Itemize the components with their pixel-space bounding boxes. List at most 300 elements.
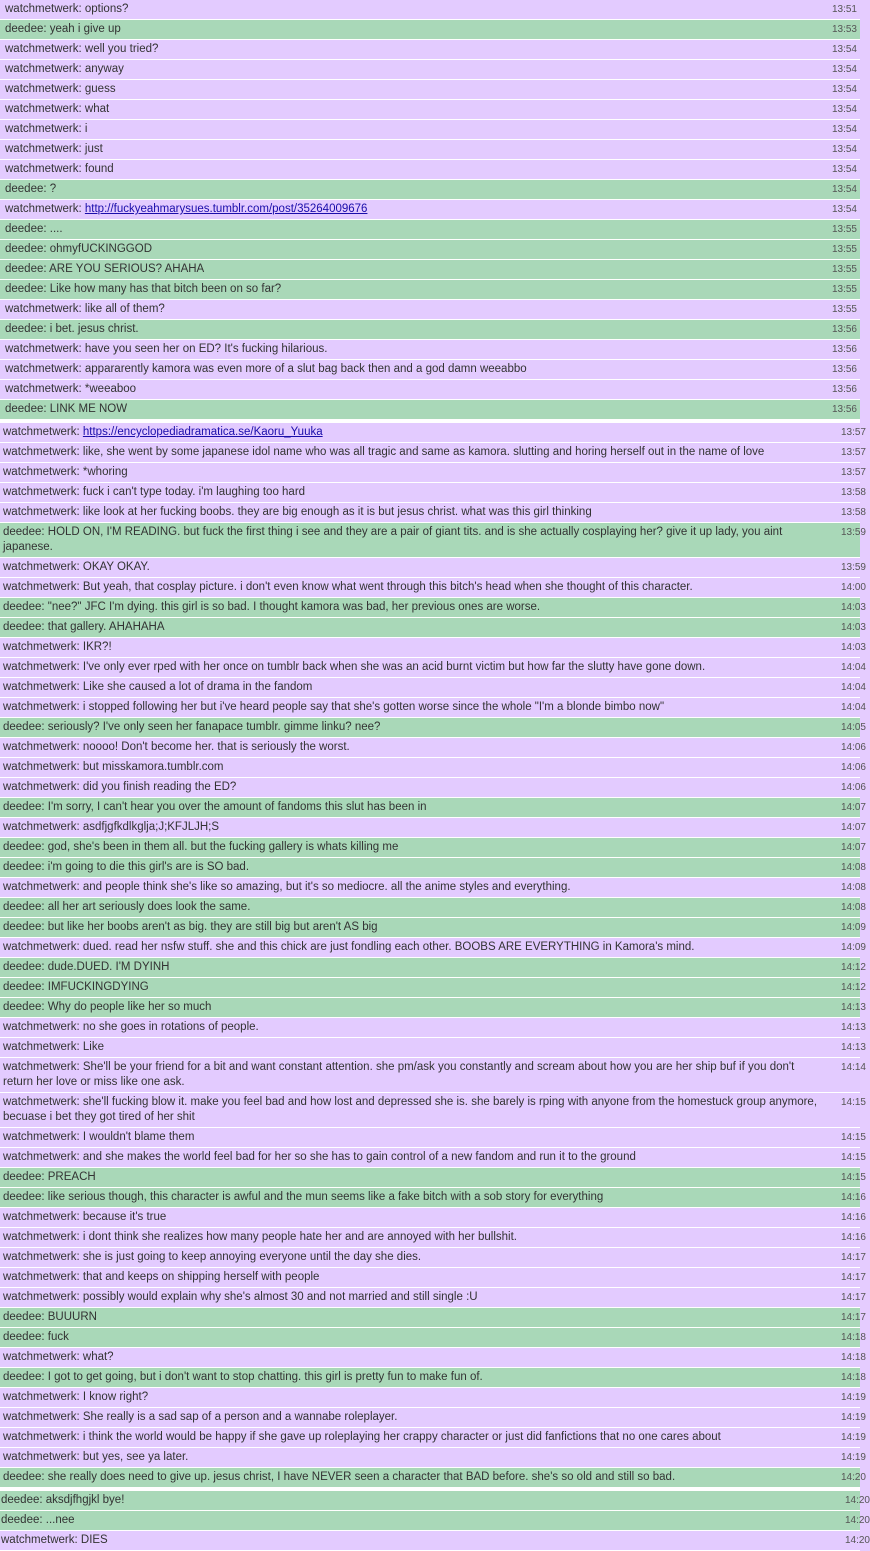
message-body: watchmetwerk: like, she went by some japanese idol name who was all tragic and same as kamora. slutting and horing herself out in the name of love bbox=[3, 446, 765, 458]
message-text: i stopped following her but i've heard people say that she's gotten worse since the whole "I'm a blonde bimbo now" bbox=[82, 701, 665, 713]
message-text: did you finish reading the ED? bbox=[82, 781, 237, 793]
message-body: watchmetwerk: She'll be your friend for a bit and want constant attention. she pm/ask you constantly and scream about how you are her ship buf if you don't return her love or miss like one ask. bbox=[3, 1061, 795, 1088]
chat-message bbox=[0, 443, 866, 463]
message-body: watchmetwerk: have you seen her on ED? It's fucking hilarious. bbox=[5, 343, 328, 355]
chat-message bbox=[0, 1531, 870, 1551]
message-text: found bbox=[84, 163, 114, 175]
message-body: watchmetwerk: like all of them? bbox=[5, 303, 165, 315]
message-text: IMFUCKINGDYING bbox=[47, 981, 149, 993]
message-text: HOLD ON, I'M READING. but fuck the first thing i see and they are a pair of giant tits. and is she actually cosplaying her? give it up lady, you aint japanese. bbox=[3, 526, 783, 553]
message-link[interactable]: http://fuckyeahmarysues.tumblr.com/post/35264009676 bbox=[84, 203, 368, 215]
message-body: watchmetwerk: anyway bbox=[5, 63, 124, 75]
message-timestamp: 14:20 bbox=[840, 1472, 866, 1483]
message-body: watchmetwerk: i dont think she realizes how many people hate her and are annoyed with her bullshit. bbox=[3, 1231, 517, 1243]
message-body: watchmetwerk: *weeaboo bbox=[5, 383, 137, 395]
message-text: i bet. jesus christ. bbox=[49, 323, 139, 335]
message-body: deedee: yeah i give up bbox=[5, 23, 121, 35]
message-text: fuck bbox=[47, 1331, 69, 1343]
chat-message bbox=[0, 598, 866, 618]
message-body: deedee: LINK ME NOW bbox=[5, 403, 128, 415]
message-text: she is just going to keep annoying everyone until the day she dies. bbox=[82, 1251, 422, 1263]
message-timestamp: 14:18 bbox=[840, 1332, 866, 1343]
message-timestamp: 13:54 bbox=[831, 184, 857, 195]
message-timestamp: 14:18 bbox=[840, 1372, 866, 1383]
chat-message bbox=[0, 503, 866, 523]
message-timestamp: 14:19 bbox=[840, 1412, 866, 1423]
message-timestamp: 14:03 bbox=[840, 622, 866, 633]
message-sender: watchmetwerk bbox=[5, 83, 79, 95]
chat-message bbox=[0, 160, 860, 180]
message-timestamp: 14:08 bbox=[840, 862, 866, 873]
message-sender: watchmetwerk bbox=[3, 1291, 77, 1303]
message-text: I got to get going, but i don't want to stop chatting. this girl is pretty fun to make fun of. bbox=[47, 1371, 483, 1383]
chat-message bbox=[0, 463, 866, 483]
message-timestamp: 13:56 bbox=[831, 344, 857, 355]
message-timestamp: 13:55 bbox=[831, 264, 857, 275]
message-sender: deedee bbox=[3, 526, 42, 538]
message-text: fuck i can't type today. i'm laughing too hard bbox=[82, 486, 306, 498]
chat-message bbox=[0, 918, 866, 938]
message-sender: deedee bbox=[3, 981, 42, 993]
chat-message bbox=[0, 1168, 866, 1188]
message-timestamp: 14:15 bbox=[840, 1152, 866, 1163]
message-text: Like how many has that bitch been on so far? bbox=[49, 283, 282, 295]
message-timestamp: 14:17 bbox=[840, 1272, 866, 1283]
message-sender: watchmetwerk bbox=[3, 1431, 77, 1443]
message-sender: watchmetwerk bbox=[3, 1391, 77, 1403]
message-body: deedee: i bet. jesus christ. bbox=[5, 323, 139, 335]
message-body: deedee: .... bbox=[5, 223, 63, 235]
message-body: watchmetwerk: I know right? bbox=[3, 1391, 149, 1403]
message-timestamp: 14:06 bbox=[840, 742, 866, 753]
message-body: watchmetwerk: fuck i can't type today. i'm laughing too hard bbox=[3, 486, 306, 498]
message-text: I'm sorry, I can't hear you over the amount of fandoms this slut has been in bbox=[47, 801, 427, 813]
message-sender: watchmetwerk bbox=[3, 1411, 77, 1423]
message-sender: watchmetwerk bbox=[5, 3, 79, 15]
message-timestamp: 14:06 bbox=[840, 762, 866, 773]
chat-message bbox=[0, 180, 860, 200]
message-sender: deedee bbox=[1, 1514, 40, 1526]
message-body: deedee: I got to get going, but i don't want to stop chatting. this girl is pretty fun to make fun of. bbox=[3, 1371, 483, 1383]
message-timestamp: 13:56 bbox=[831, 404, 857, 415]
message-body: watchmetwerk: Like bbox=[3, 1041, 104, 1053]
message-body: watchmetwerk: i stopped following her but i've heard people say that she's gotten worse since the whole "I'm a blonde bimbo now" bbox=[3, 701, 665, 713]
message-body: watchmetwerk: but yes, see ya later. bbox=[3, 1451, 189, 1463]
message-timestamp: 13:56 bbox=[831, 364, 857, 375]
message-sender: watchmetwerk bbox=[3, 941, 77, 953]
chat-message bbox=[0, 1511, 870, 1531]
message-timestamp: 14:07 bbox=[840, 842, 866, 853]
message-sender: deedee bbox=[3, 921, 42, 933]
message-sender: watchmetwerk bbox=[3, 1251, 77, 1263]
message-sender: watchmetwerk bbox=[3, 1351, 77, 1363]
message-text: Why do people like her so much bbox=[47, 1001, 212, 1013]
chat-message bbox=[0, 280, 860, 300]
message-text: like all of them? bbox=[84, 303, 165, 315]
message-text: I've only ever rped with her once on tumblr back when she was an acid burnt victim but how far the slutty have gone down. bbox=[82, 661, 706, 673]
chat-message bbox=[0, 938, 866, 958]
message-text: seriously? I've only seen her fanapace tumblr. gimme linku? nee? bbox=[47, 721, 381, 733]
message-body: watchmetwerk: I've only ever rped with her once on tumblr back when she was an acid burnt victim but how far the slutty have gone down. bbox=[3, 661, 706, 673]
message-sender: deedee bbox=[3, 1171, 42, 1183]
message-sender: watchmetwerk bbox=[5, 203, 79, 215]
message-timestamp: 14:13 bbox=[840, 1042, 866, 1053]
message-body: watchmetwerk: dued. read her nsfw stuff. she and this chick are just fondling each other. BOOBS ARE EVERYTHING in Kamora's mind. bbox=[3, 941, 695, 953]
message-sender: deedee bbox=[3, 1001, 42, 1013]
chat-message bbox=[0, 998, 866, 1018]
message-timestamp: 13:58 bbox=[840, 487, 866, 498]
chat-message bbox=[0, 220, 860, 240]
message-text: guess bbox=[84, 83, 116, 95]
chat-message bbox=[0, 638, 866, 658]
chat-message bbox=[0, 798, 866, 818]
message-body: deedee: Why do people like her so much bbox=[3, 1001, 212, 1013]
message-text: Like she caused a lot of drama in the fandom bbox=[82, 681, 313, 693]
message-sender: watchmetwerk bbox=[3, 681, 77, 693]
message-sender: watchmetwerk bbox=[3, 641, 77, 653]
chat-message bbox=[0, 1093, 866, 1128]
message-body: watchmetwerk: options? bbox=[5, 3, 129, 15]
message-timestamp: 13:54 bbox=[831, 44, 857, 55]
message-timestamp: 13:54 bbox=[831, 84, 857, 95]
message-timestamp: 13:59 bbox=[840, 562, 866, 573]
message-text: LINK ME NOW bbox=[49, 403, 128, 415]
message-sender: deedee bbox=[3, 961, 42, 973]
chat-message bbox=[0, 1408, 866, 1428]
message-text: options? bbox=[84, 3, 129, 15]
message-sender: watchmetwerk bbox=[3, 781, 77, 793]
message-sender: watchmetwerk bbox=[5, 63, 79, 75]
message-timestamp: 13:54 bbox=[831, 144, 857, 155]
message-sender: watchmetwerk bbox=[3, 1021, 77, 1033]
chat-message bbox=[0, 1348, 866, 1368]
message-timestamp: 14:16 bbox=[840, 1232, 866, 1243]
message-text: ...nee bbox=[45, 1514, 75, 1526]
message-timestamp: 14:20 bbox=[844, 1535, 870, 1546]
chat-message bbox=[0, 858, 866, 878]
message-text: ARE YOU SERIOUS? AHAHA bbox=[49, 263, 205, 275]
chat-message bbox=[0, 1148, 866, 1168]
chat-message bbox=[0, 738, 866, 758]
message-sender: deedee bbox=[3, 1371, 42, 1383]
chat-message bbox=[0, 140, 860, 160]
message-timestamp: 13:54 bbox=[831, 124, 857, 135]
message-body: watchmetwerk: like look at her fucking boobs. they are big enough as it is but jesus christ. what was this girl thinking bbox=[3, 506, 592, 518]
message-sender: deedee bbox=[5, 403, 44, 415]
message-body: deedee: I'm sorry, I can't hear you over the amount of fandoms this slut has been in bbox=[3, 801, 427, 813]
message-sender: deedee bbox=[5, 183, 44, 195]
message-sender: watchmetwerk bbox=[5, 383, 79, 395]
message-timestamp: 13:56 bbox=[831, 324, 857, 335]
message-sender: watchmetwerk bbox=[3, 881, 77, 893]
message-timestamp: 13:57 bbox=[840, 447, 866, 458]
message-body: watchmetwerk: and people think she's like so amazing, but it's so mediocre. all the anime styles and everything. bbox=[3, 881, 571, 893]
message-body: deedee: aksdjfhgjkl bye! bbox=[1, 1494, 125, 1506]
message-text: possibly would explain why she's almost 30 and not married and still single :U bbox=[82, 1291, 478, 1303]
chat-message bbox=[0, 838, 866, 858]
chat-message bbox=[0, 1248, 866, 1268]
message-timestamp: 14:14 bbox=[840, 1062, 866, 1073]
message-timestamp: 13:55 bbox=[831, 284, 857, 295]
message-timestamp: 14:19 bbox=[840, 1392, 866, 1403]
message-timestamp: 13:59 bbox=[840, 527, 866, 538]
message-body: watchmetwerk: that and keeps on shipping herself with people bbox=[3, 1271, 320, 1283]
message-text: but yes, see ya later. bbox=[82, 1451, 189, 1463]
message-body: watchmetwerk: guess bbox=[5, 83, 116, 95]
message-sender: deedee bbox=[3, 841, 42, 853]
message-sender: watchmetwerk bbox=[5, 123, 79, 135]
message-sender: deedee bbox=[5, 23, 44, 35]
chat-message bbox=[0, 758, 866, 778]
message-sender: watchmetwerk bbox=[5, 103, 79, 115]
message-sender: watchmetwerk bbox=[3, 1096, 77, 1108]
message-timestamp: 14:18 bbox=[840, 1352, 866, 1363]
message-timestamp: 13:54 bbox=[831, 164, 857, 175]
message-body: watchmetwerk: https://encyclopediadramatica.se/Kaoru_Yuuka bbox=[3, 426, 323, 438]
message-text: PREACH bbox=[47, 1171, 96, 1183]
message-text: and she makes the world feel bad for her so she has to gain control of a new fandom and run it to the ground bbox=[82, 1151, 636, 1163]
message-timestamp: 14:19 bbox=[840, 1452, 866, 1463]
chat-message bbox=[0, 1038, 866, 1058]
message-body: watchmetwerk: *whoring bbox=[3, 466, 128, 478]
chat-message bbox=[0, 0, 860, 20]
chat-message bbox=[0, 1491, 870, 1511]
chat-message bbox=[0, 1288, 866, 1308]
chat-message bbox=[0, 1328, 866, 1348]
message-body: watchmetwerk: asdfjgfkdlkglja;J;KFJLJH;S bbox=[3, 821, 220, 833]
message-sender: watchmetwerk bbox=[5, 303, 79, 315]
message-text: .... bbox=[49, 223, 63, 235]
message-body: watchmetwerk: OKAY OKAY. bbox=[3, 561, 150, 573]
message-sender: watchmetwerk bbox=[3, 1451, 77, 1463]
message-sender: deedee bbox=[5, 223, 44, 235]
chat-message bbox=[0, 100, 860, 120]
message-body: watchmetwerk: did you finish reading the ED? bbox=[3, 781, 237, 793]
chat-message bbox=[0, 778, 866, 798]
message-sender: watchmetwerk bbox=[3, 741, 77, 753]
chat-message bbox=[0, 898, 866, 918]
chat-message bbox=[0, 20, 860, 40]
message-sender: deedee bbox=[1, 1494, 40, 1506]
chat-message bbox=[0, 1468, 866, 1488]
message-text: dude.DUED. I'M DYINH bbox=[47, 961, 170, 973]
message-body: watchmetwerk: i think the world would be happy if she gave up roleplaying her crappy character or just did fanfictions that no one cares about bbox=[3, 1431, 721, 1443]
message-body: watchmetwerk: just bbox=[5, 143, 103, 155]
chat-message bbox=[0, 1188, 866, 1208]
chat-message bbox=[0, 698, 866, 718]
message-timestamp: 14:03 bbox=[840, 642, 866, 653]
message-timestamp: 13:55 bbox=[831, 244, 857, 255]
message-body: watchmetwerk: Like she caused a lot of drama in the fandom bbox=[3, 681, 313, 693]
message-timestamp: 14:17 bbox=[840, 1292, 866, 1303]
message-text: i think the world would be happy if she gave up roleplaying her crappy character or just did fanfictions that no one cares about bbox=[82, 1431, 721, 1443]
message-timestamp: 13:53 bbox=[831, 24, 857, 35]
message-sender: deedee bbox=[3, 861, 42, 873]
message-sender: deedee bbox=[3, 721, 42, 733]
chat-message bbox=[0, 523, 866, 558]
message-timestamp: 14:16 bbox=[840, 1212, 866, 1223]
chat-message bbox=[0, 818, 866, 838]
message-text: well you tried? bbox=[84, 43, 159, 55]
message-timestamp: 14:06 bbox=[840, 782, 866, 793]
chat-message bbox=[0, 240, 860, 260]
message-body: watchmetwerk: appararently kamora was even more of a slut bag back then and a god damn weeabbo bbox=[5, 363, 527, 375]
message-text: no she goes in rotations of people. bbox=[82, 1021, 259, 1033]
message-sender: watchmetwerk bbox=[5, 163, 79, 175]
message-text: DIES bbox=[80, 1534, 108, 1546]
chat-message bbox=[0, 1268, 866, 1288]
message-timestamp: 13:57 bbox=[840, 427, 866, 438]
chat-message bbox=[0, 320, 860, 340]
message-body: deedee: ohmyfUCKINGGOD bbox=[5, 243, 153, 255]
message-text: what bbox=[84, 103, 110, 115]
message-text: She really is a sad sap of a person and a wannabe roleplayer. bbox=[82, 1411, 398, 1423]
message-body: deedee: "nee?" JFC I'm dying. this girl is so bad. I thought kamora was bad, her previous ones are worse. bbox=[3, 601, 541, 613]
message-sender: watchmetwerk bbox=[3, 1151, 77, 1163]
message-timestamp: 14:17 bbox=[840, 1312, 866, 1323]
message-sender: watchmetwerk bbox=[3, 1061, 77, 1073]
chat-message bbox=[0, 200, 860, 220]
message-body: deedee: like serious though, this character is awful and the mun seems like a fake bitch with a sob story for everything bbox=[3, 1191, 604, 1203]
message-timestamp: 14:09 bbox=[840, 942, 866, 953]
message-sender: deedee bbox=[3, 901, 42, 913]
message-timestamp: 14:15 bbox=[840, 1132, 866, 1143]
message-sender: deedee bbox=[5, 323, 44, 335]
message-sender: deedee bbox=[3, 1311, 42, 1323]
chat-message bbox=[0, 1428, 866, 1448]
message-body: deedee: ARE YOU SERIOUS? AHAHA bbox=[5, 263, 205, 275]
message-body: watchmetwerk: I wouldn't blame them bbox=[3, 1131, 195, 1143]
chat-message bbox=[0, 300, 860, 320]
chat-message bbox=[0, 340, 860, 360]
message-sender: watchmetwerk bbox=[3, 446, 77, 458]
message-sender: watchmetwerk bbox=[3, 821, 77, 833]
message-text: ? bbox=[49, 183, 57, 195]
message-body: watchmetwerk: and she makes the world feel bad for her so she has to gain control of a new fandom and run it to the ground bbox=[3, 1151, 636, 1163]
chat-message bbox=[0, 1448, 866, 1468]
chat-message bbox=[0, 1058, 866, 1093]
message-text: but like her boobs aren't as big. they are still big but aren't AS big bbox=[47, 921, 378, 933]
message-body: watchmetwerk: IKR?! bbox=[3, 641, 112, 653]
message-body: deedee: that gallery. AHAHAHA bbox=[3, 621, 165, 633]
message-timestamp: 14:07 bbox=[840, 802, 866, 813]
chat-message bbox=[0, 718, 866, 738]
message-text: She'll be your friend for a bit and want constant attention. she pm/ask you constantly and scream about how you are her ship buf if you don't return her love or miss like one ask. bbox=[3, 1061, 795, 1088]
message-sender: deedee bbox=[3, 801, 42, 813]
message-body: deedee: Like how many has that bitch been on so far? bbox=[5, 283, 282, 295]
message-text: IKR?! bbox=[82, 641, 112, 653]
message-sender: watchmetwerk bbox=[3, 1131, 77, 1143]
message-body: watchmetwerk: what bbox=[5, 103, 110, 115]
message-sender: watchmetwerk bbox=[5, 43, 79, 55]
message-body: deedee: IMFUCKINGDYING bbox=[3, 981, 149, 993]
message-timestamp: 13:51 bbox=[831, 4, 857, 15]
chat-message bbox=[0, 120, 860, 140]
message-sender: watchmetwerk bbox=[3, 1231, 77, 1243]
message-text: yeah i give up bbox=[49, 23, 121, 35]
message-timestamp: 14:12 bbox=[840, 962, 866, 973]
message-sender: watchmetwerk bbox=[3, 661, 77, 673]
message-sender: watchmetwerk bbox=[3, 506, 77, 518]
chat-message bbox=[0, 1368, 866, 1388]
message-timestamp: 13:54 bbox=[831, 64, 857, 75]
chat-message bbox=[0, 1308, 866, 1328]
message-timestamp: 14:09 bbox=[840, 922, 866, 933]
message-text: because it's true bbox=[82, 1211, 167, 1223]
message-body: deedee: dude.DUED. I'M DYINH bbox=[3, 961, 170, 973]
message-link[interactable]: https://encyclopediadramatica.se/Kaoru_Yuuka bbox=[82, 426, 323, 438]
message-sender: watchmetwerk bbox=[3, 561, 77, 573]
message-body: deedee: i'm going to die this girl's are is SO bad. bbox=[3, 861, 250, 873]
chat-message bbox=[0, 978, 866, 998]
chat-message bbox=[0, 1128, 866, 1148]
chat-message bbox=[0, 878, 866, 898]
message-sender: watchmetwerk bbox=[3, 1271, 77, 1283]
message-timestamp: 14:15 bbox=[840, 1097, 866, 1108]
message-text: "nee?" JFC I'm dying. this girl is so bad. I thought kamora was bad, her previous ones are worse. bbox=[47, 601, 541, 613]
message-sender: watchmetwerk bbox=[5, 143, 79, 155]
message-text: she'll fucking blow it. make you feel bad and how lost and depressed she is. she barely is rping with anyone from the homestuck group anymore, becuase i bet they got tired of her shit bbox=[3, 1096, 818, 1123]
message-sender: deedee bbox=[5, 263, 44, 275]
message-body: watchmetwerk: what? bbox=[3, 1351, 114, 1363]
chat-message bbox=[0, 658, 866, 678]
message-body: watchmetwerk: i bbox=[5, 123, 88, 135]
message-sender: watchmetwerk bbox=[5, 343, 79, 355]
message-timestamp: 14:00 bbox=[840, 582, 866, 593]
message-text: *weeaboo bbox=[84, 383, 137, 395]
message-timestamp: 14:12 bbox=[840, 982, 866, 993]
message-sender: watchmetwerk bbox=[5, 363, 79, 375]
message-text: noooo! Don't become her. that is seriously the worst. bbox=[82, 741, 350, 753]
message-body: deedee: all her art seriously does look the same. bbox=[3, 901, 251, 913]
chat-message bbox=[0, 40, 860, 60]
message-body: deedee: ...nee bbox=[1, 1514, 75, 1526]
chat-message bbox=[0, 1388, 866, 1408]
message-body: deedee: BUUURN bbox=[3, 1311, 97, 1323]
message-timestamp: 14:13 bbox=[840, 1002, 866, 1013]
message-timestamp: 13:56 bbox=[831, 384, 857, 395]
message-body: watchmetwerk: But yeah, that cosplay picture. i don't even know what went through this bitch's head when she thought of this character. bbox=[3, 581, 693, 593]
message-body: deedee: PREACH bbox=[3, 1171, 96, 1183]
message-text: OKAY OKAY. bbox=[82, 561, 150, 573]
message-text: i'm going to die this girl's are is SO bad. bbox=[47, 861, 250, 873]
message-timestamp: 14:16 bbox=[840, 1192, 866, 1203]
chat-message bbox=[0, 60, 860, 80]
message-timestamp: 14:17 bbox=[840, 1252, 866, 1263]
chat-message bbox=[0, 958, 866, 978]
message-timestamp: 14:15 bbox=[840, 1172, 866, 1183]
message-text: she really does need to give up. jesus christ, I have NEVER seen a character that BAD before. she's so old and still so bad. bbox=[47, 1471, 676, 1483]
message-text: I wouldn't blame them bbox=[82, 1131, 195, 1143]
message-sender: watchmetwerk bbox=[3, 761, 77, 773]
message-body: deedee: seriously? I've only seen her fanapace tumblr. gimme linku? nee? bbox=[3, 721, 381, 733]
message-text: ohmyfUCKINGGOD bbox=[49, 243, 153, 255]
message-body: deedee: but like her boobs aren't as big. they are still big but aren't AS big bbox=[3, 921, 378, 933]
message-timestamp: 13:54 bbox=[831, 204, 857, 215]
message-body: watchmetwerk: noooo! Don't become her. that is seriously the worst. bbox=[3, 741, 350, 753]
message-body: deedee: HOLD ON, I'M READING. but fuck the first thing i see and they are a pair of giant tits. and is she actually cosplaying her? give it up lady, you aint japanese. bbox=[3, 526, 783, 553]
message-timestamp: 14:08 bbox=[840, 882, 866, 893]
chat-message bbox=[0, 483, 866, 503]
message-timestamp: 13:54 bbox=[831, 104, 857, 115]
message-text: dued. read her nsfw stuff. she and this chick are just fondling each other. BOOBS ARE EVERYTHING in Kamora's mind. bbox=[82, 941, 695, 953]
message-body: watchmetwerk: http://fuckyeahmarysues.tumblr.com/post/35264009676 bbox=[5, 203, 368, 215]
message-sender: watchmetwerk bbox=[3, 1211, 77, 1223]
message-body: watchmetwerk: but misskamora.tumblr.com bbox=[3, 761, 224, 773]
message-timestamp: 14:04 bbox=[840, 682, 866, 693]
message-text: like, she went by some japanese idol name who was all tragic and same as kamora. slutting and horing herself out in the name of love bbox=[82, 446, 765, 458]
message-text: But yeah, that cosplay picture. i don't even know what went through this bitch's head when she thought of this character. bbox=[82, 581, 693, 593]
